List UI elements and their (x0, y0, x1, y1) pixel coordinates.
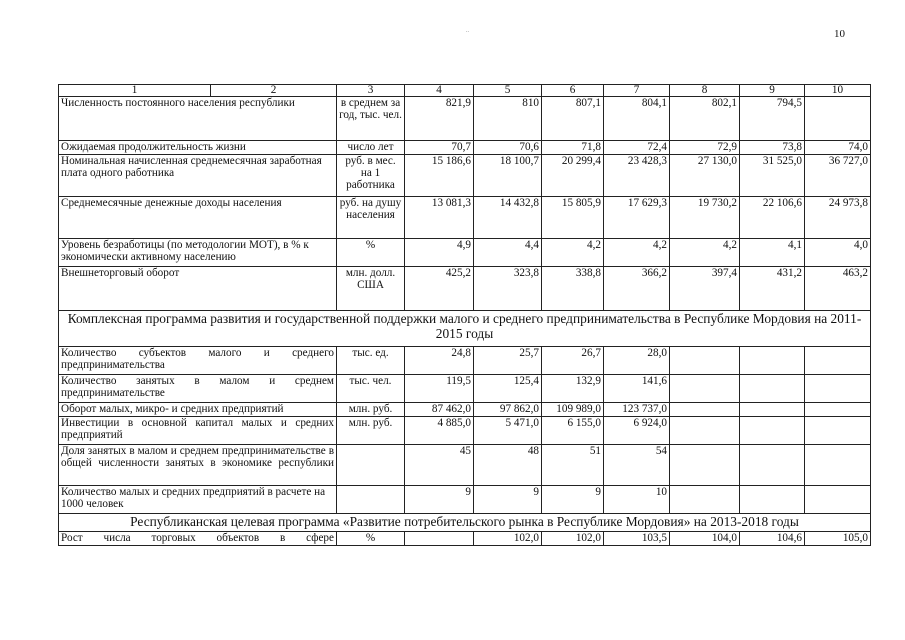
unit-cell: руб. на душу населения (337, 197, 405, 239)
value-cell: 72,9 (670, 141, 740, 155)
unit-cell: руб. в мес. на 1 работника (337, 155, 405, 197)
value-cell: 4,2 (604, 239, 670, 267)
section-title-row (59, 311, 871, 347)
value-cell: 425,2 (405, 267, 474, 311)
value-cell: 18 100,7 (474, 155, 542, 197)
value-cell: 821,9 (405, 97, 474, 141)
value-cell: 102,0 (474, 532, 542, 546)
value-cell: 31 525,0 (740, 155, 805, 197)
column-number: 9 (740, 85, 805, 97)
indicator-name: Ожидаемая продолжительность жизни (59, 141, 337, 155)
value-cell (670, 375, 740, 403)
value-cell (670, 417, 740, 445)
value-cell (670, 347, 740, 375)
indicator-name: Инвестиции в основной капитал малых и средних предприятий (59, 417, 337, 445)
value-cell: 119,5 (405, 375, 474, 403)
value-cell (740, 403, 805, 417)
unit-cell: % (337, 239, 405, 267)
value-cell: 123 737,0 (604, 403, 670, 417)
value-cell: 24 973,8 (805, 197, 871, 239)
value-cell: 15 805,9 (542, 197, 604, 239)
value-cell: 104,0 (670, 532, 740, 546)
table-body (59, 85, 871, 546)
column-number: 7 (604, 85, 670, 97)
value-cell (805, 347, 871, 375)
value-cell: 807,1 (542, 97, 604, 141)
column-number: 8 (670, 85, 740, 97)
value-cell: 109 989,0 (542, 403, 604, 417)
value-cell: 4,9 (405, 239, 474, 267)
value-cell: 72,4 (604, 141, 670, 155)
value-cell: 17 629,3 (604, 197, 670, 239)
unit-cell (337, 486, 405, 514)
table-row (59, 239, 871, 267)
indicator-name: Среднемесячные денежные доходы населения (59, 197, 337, 239)
table-row (59, 267, 871, 311)
value-cell: 6 924,0 (604, 417, 670, 445)
value-cell: 14 432,8 (474, 197, 542, 239)
value-cell (740, 445, 805, 486)
table-row (59, 445, 871, 486)
table-row (59, 197, 871, 239)
value-cell: 19 730,2 (670, 197, 740, 239)
value-cell (740, 375, 805, 403)
indicator-name: Внешнеторговый оборот (59, 267, 337, 311)
indicator-name: Количество занятых в малом и среднем предпринимательстве (59, 375, 337, 403)
value-cell (670, 486, 740, 514)
value-cell (740, 347, 805, 375)
value-cell: 24,8 (405, 347, 474, 375)
value-cell: 794,5 (740, 97, 805, 141)
value-cell: 70,6 (474, 141, 542, 155)
value-cell: 23 428,3 (604, 155, 670, 197)
value-cell: 366,2 (604, 267, 670, 311)
table-row (59, 375, 871, 403)
value-cell: 20 299,4 (542, 155, 604, 197)
value-cell (805, 486, 871, 514)
column-number: 10 (805, 85, 871, 97)
value-cell: 51 (542, 445, 604, 486)
value-cell: 74,0 (805, 141, 871, 155)
value-cell: 48 (474, 445, 542, 486)
table-row (59, 97, 871, 141)
value-cell: 338,8 (542, 267, 604, 311)
value-cell: 323,8 (474, 267, 542, 311)
unit-cell: млн. долл. США (337, 267, 405, 311)
value-cell: 103,5 (604, 532, 670, 546)
value-cell: 4,0 (805, 239, 871, 267)
value-cell: 4,2 (542, 239, 604, 267)
value-cell (405, 532, 474, 546)
value-cell: 73,8 (740, 141, 805, 155)
value-cell: 22 106,6 (740, 197, 805, 239)
unit-cell: в среднем за год, тыс. чел. (337, 97, 405, 141)
indicator-name: Номинальная начисленная среднемесячная заработная плата одного работника (59, 155, 337, 197)
value-cell: 36 727,0 (805, 155, 871, 197)
value-cell (805, 375, 871, 403)
indicator-name: Численность постоянного населения республики (59, 97, 337, 141)
value-cell: 804,1 (604, 97, 670, 141)
value-cell: 70,7 (405, 141, 474, 155)
section-title: Республиканская целевая программа «Развитие потребительского рынка в Республике Мордовия» на 2013-2018 годы (59, 514, 871, 532)
value-cell: 15 186,6 (405, 155, 474, 197)
unit-cell: тыс. ед. (337, 347, 405, 375)
table-row (59, 486, 871, 514)
indicator-name: Рост числа торговых объектов в сфере (59, 532, 337, 546)
value-cell (670, 403, 740, 417)
value-cell (740, 486, 805, 514)
value-cell: 71,8 (542, 141, 604, 155)
value-cell: 25,7 (474, 347, 542, 375)
value-cell: 125,4 (474, 375, 542, 403)
column-number: 3 (337, 85, 405, 97)
indicator-name: Оборот малых, микро- и средних предприятий (59, 403, 337, 417)
indicator-name: Количество субъектов малого и среднего предпринимательства (59, 347, 337, 375)
value-cell (805, 403, 871, 417)
table-row (59, 403, 871, 417)
table-row (59, 155, 871, 197)
value-cell: 4,4 (474, 239, 542, 267)
value-cell: 431,2 (740, 267, 805, 311)
value-cell: 28,0 (604, 347, 670, 375)
section-title-row (59, 514, 871, 532)
value-cell: 9 (474, 486, 542, 514)
unit-cell: млн. руб. (337, 417, 405, 445)
value-cell: 463,2 (805, 267, 871, 311)
value-cell: 45 (405, 445, 474, 486)
column-number: 5 (474, 85, 542, 97)
value-cell (740, 417, 805, 445)
table-row (59, 532, 871, 546)
unit-cell: тыс. чел. (337, 375, 405, 403)
indicator-name: Доля занятых в малом и среднем предпринимательстве в общей численности занятых в экономике республики (59, 445, 337, 486)
value-cell: 97 862,0 (474, 403, 542, 417)
value-cell (805, 445, 871, 486)
value-cell: 13 081,3 (405, 197, 474, 239)
indicator-name: Количество малых и средних предприятий в расчете на 1000 человек (59, 486, 337, 514)
value-cell: 4,2 (670, 239, 740, 267)
unit-cell (337, 445, 405, 486)
value-cell (805, 417, 871, 445)
unit-cell: число лет (337, 141, 405, 155)
header-mark: .. (466, 28, 469, 34)
indicator-name: Уровень безработицы (по методологии МОТ), в % к экономически активному населению (59, 239, 337, 267)
value-cell: 6 155,0 (542, 417, 604, 445)
value-cell: 132,9 (542, 375, 604, 403)
value-cell: 104,6 (740, 532, 805, 546)
table-row (59, 417, 871, 445)
value-cell: 810 (474, 97, 542, 141)
value-cell: 4 885,0 (405, 417, 474, 445)
value-cell: 102,0 (542, 532, 604, 546)
value-cell: 5 471,0 (474, 417, 542, 445)
value-cell (670, 445, 740, 486)
table-row (59, 141, 871, 155)
table-row (59, 347, 871, 375)
section-title: Комплексная программа развития и государственной поддержки малого и среднего предпринимательства в Республике Мордовия на 2011-2015 годы (59, 311, 871, 347)
value-cell: 10 (604, 486, 670, 514)
statistics-table (58, 84, 871, 546)
value-cell: 87 462,0 (405, 403, 474, 417)
value-cell: 802,1 (670, 97, 740, 141)
value-cell: 9 (542, 486, 604, 514)
unit-cell: млн. руб. (337, 403, 405, 417)
value-cell: 4,1 (740, 239, 805, 267)
value-cell: 27 130,0 (670, 155, 740, 197)
column-number: 1 (59, 85, 211, 97)
value-cell: 9 (405, 486, 474, 514)
value-cell (805, 97, 871, 141)
value-cell: 54 (604, 445, 670, 486)
column-number: 4 (405, 85, 474, 97)
page-number: 10 (834, 28, 845, 40)
column-number: 2 (211, 85, 337, 97)
column-number-row (59, 85, 871, 97)
value-cell: 105,0 (805, 532, 871, 546)
value-cell: 141,6 (604, 375, 670, 403)
value-cell: 26,7 (542, 347, 604, 375)
unit-cell: % (337, 532, 405, 546)
value-cell: 397,4 (670, 267, 740, 311)
column-number: 6 (542, 85, 604, 97)
